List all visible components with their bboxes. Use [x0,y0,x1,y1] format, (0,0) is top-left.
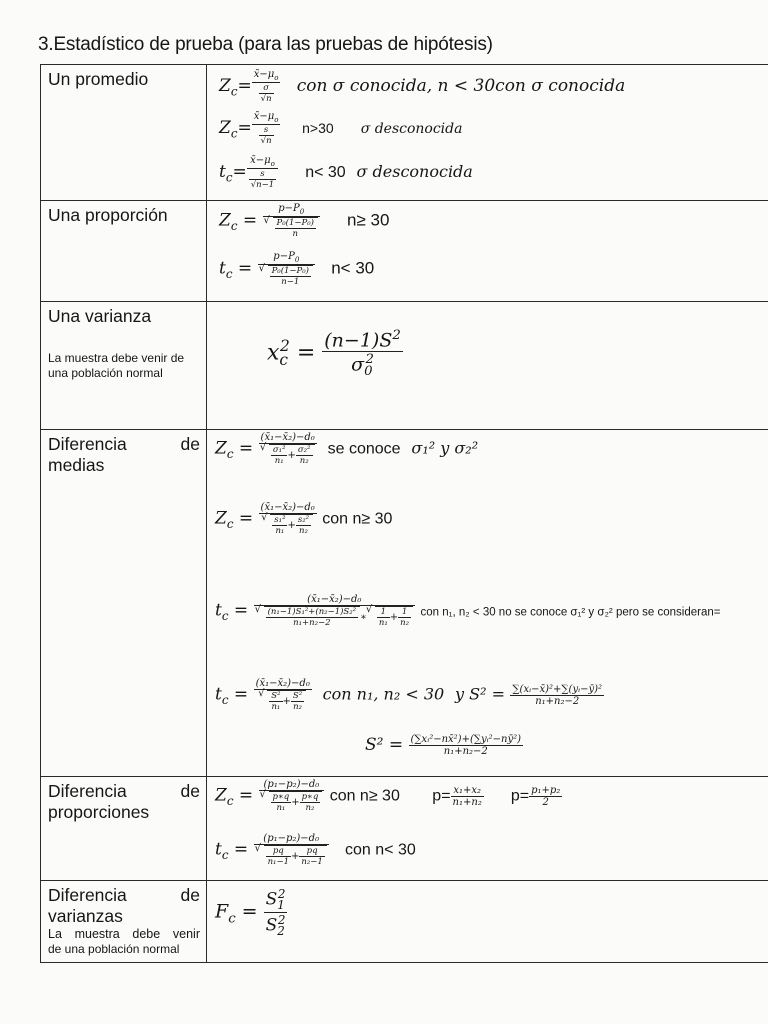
row-note: La muestra debe venir de una población normal [48,351,185,380]
table-row [41,65,768,201]
formula-s2-pooled: S² = $\frac{\text{(∑xᵢ²−nx̄²)+(∑yᵢ²−nȳ²)}}{\text{n₁+n₂−2}}$ [365,734,522,757]
row-note: La muestra debe venir [48,927,200,941]
formula-t-mean: $t_c=$ $\frac{x̄-\mu_o}{\frac{s}{√n-1}}$ n< 30 σ desconocida [219,155,473,190]
formula-cell [207,430,768,777]
row-label-cell: Diferencia de varianzas La muestra debe venir de una población normal [41,881,207,963]
condition-text: con σ conocida, n < 30con σ conocida [296,76,626,96]
table-row [41,430,768,777]
formula-cell [207,65,768,201]
formula-table [40,64,768,963]
formula-z-proportion: $Z_c$ = $p-P_0$ √ $\frac{\text{P₀(1−P₀)}}{n}$ n≥ 30 [219,203,389,239]
table-row [41,302,768,430]
formula-t-proportion: $t_c$ = $p-P_0$ √ $\frac{\text{P₀(1−P₀)}}{n-1}$ n< 30 [219,251,374,287]
row-label: Diferencia de [48,434,200,454]
formula-f-variances: $F_c$ = $\frac{S_1^2}{S_2^2}$ [215,887,286,939]
formula-cell [207,201,768,302]
table-row [41,881,768,963]
row-label-cell: Diferencia de medias [41,430,207,777]
page-title: 3.Estadístico de prueba (para las pruebas de hipótesis) [38,34,493,55]
row-label-cell [41,201,207,302]
row-label: Diferencia de [48,781,200,801]
formula-t-diff-means-s2: $t_c$ = (x̄₁−x̄₂)−d₀ √ $\frac{\text{S²}}{\text{n₁}}$ + $\frac{\text{S²}}{\text{n₂}}$ con n₁, n₂ < 30 y S² = $\frac{\text{∑(xᵢ−x̄)²+∑(yᵢ−ȳ)²}}{\text{n₁+n₂−2}}$ [215,678,604,712]
row-label-cell [41,65,207,201]
row-label-cell: Diferencia de proporciones [41,777,207,881]
formula-z-mean-unknown: $Z_c=$ $\frac{x̄-\mu_o}{\frac{s}{√n}}$ n>30 σ desconocida [219,111,463,146]
formula-z-diff-proportions: $Z_c$ = (p₁−p₂)−d₀ √ $\frac{p∗q}{\text{n₁}}$ + $\frac{p∗q}{\text{n₂}}$ con n≥ 30 p= $\frac{\text{x₁+x₂}}{\text{n₁+n₂}}$ p= $\frac{\text{p₁+p₂}}{2}$ [215,779,562,813]
formula-cell [207,302,768,430]
formula-t-diff-proportions: $t_c$ = (p₁−p₂)−d₀ √ $\frac{pq}{\text{n₁−1}}$ + $\frac{pq}{\text{n₂−1}}$ con n< 30 [215,833,416,867]
row-label: Diferencia de [48,885,200,905]
row-label: Un promedio [48,69,149,89]
row-label-cell [41,302,207,430]
formula-cell [207,777,768,881]
formula-z-diff-means-large: $Z_c$ = (x̄₁−x̄₂)−d₀ √ $\frac{\text{s₁²}}{\text{n₁}}$ + $\frac{\text{s₂²}}{\text{n₂}}$ con n≥ 30 [215,502,392,536]
formula-t-diff-means-pooled: $t_c$ = (x̄₁−x̄₂)−d₀ √ $\frac{\text{(n₁−1)S₁²+(n₂−1)S₂²}}{\text{n₁+n₂−2}}$ ∗ √ $\frac{1}{\text{n₁}}$ + $\frac{1}{\text{n₂}}$ con n₁, n₂ < 30 no se conoce σ₁² y σ₂² pero se consideran= [215,594,720,628]
formula-z-diff-means-known: $Z_c$ = (x̄₁−x̄₂)−d₀ √ $\frac{\text{σ₁²}}{\text{n₁}}$ + $\frac{\text{σ₂²}}{\text{n₂}}$ se conoce σ₁² y σ₂² [215,432,478,466]
row-label: Una proporción [48,205,168,225]
formula-z-mean-known: $Z_c=$ $\frac{x̄-\mu_o}{\frac{\sigma}{√n}}$ con σ conocida, n < 30con σ conocida [219,69,626,104]
row-label: Una varianza [48,306,152,326]
formula-cell [207,881,768,963]
table-row [41,777,768,881]
table-row [41,201,768,302]
formula-chi-square: $x_c^2$ = $\frac{(n-1)S^2}{\sigma_0^2}$ [267,328,401,380]
